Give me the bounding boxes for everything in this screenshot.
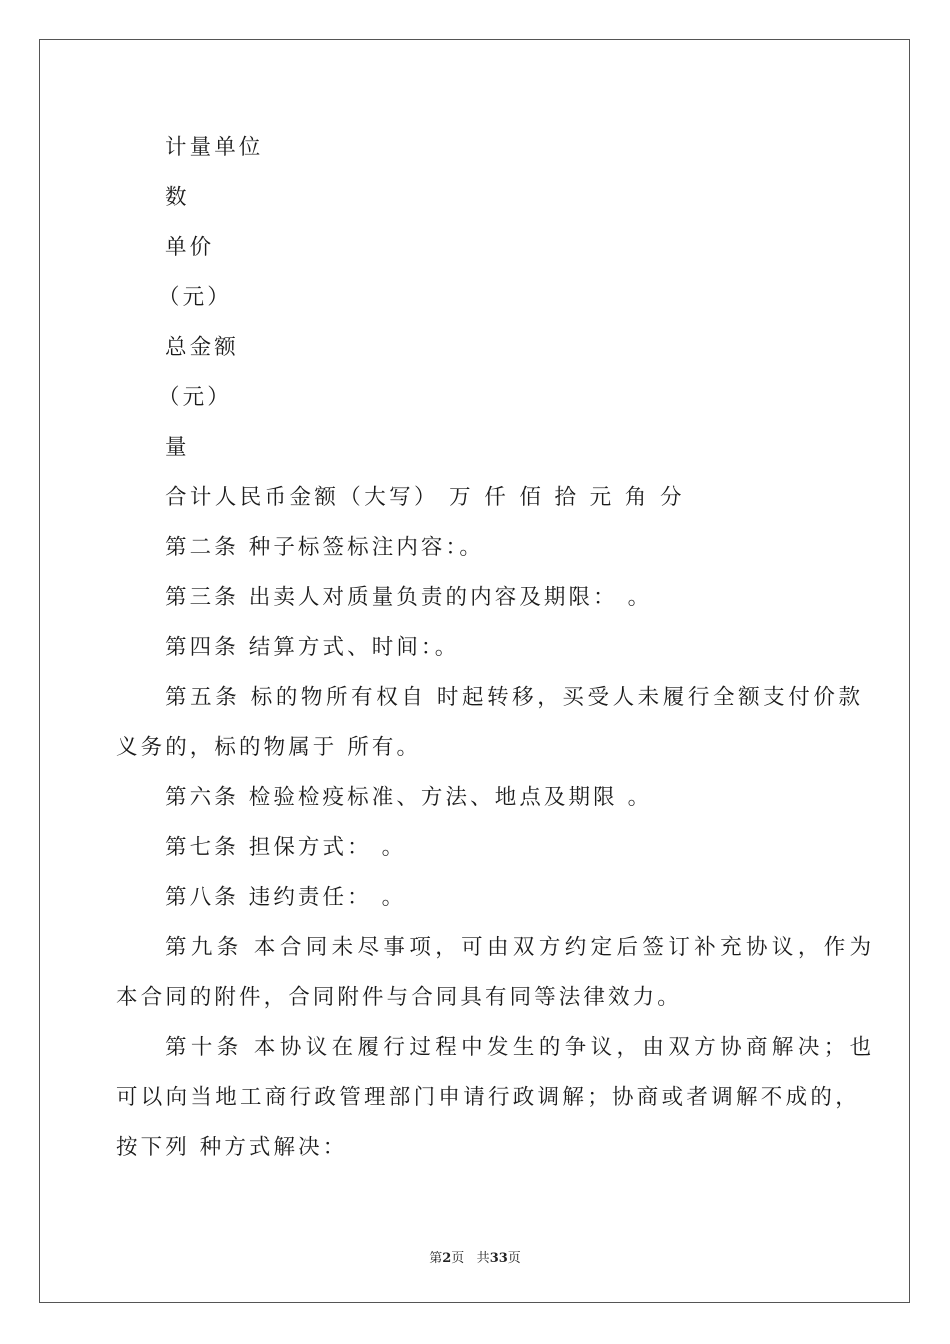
article-5-line-2: 义务的，标的物属于 所有。 bbox=[116, 735, 422, 760]
article-6: 第六条 检验检疫标准、方法、地点及期限 。 bbox=[165, 785, 653, 810]
page-footer bbox=[0, 1247, 950, 1266]
footer-total-prefix: 共 bbox=[476, 1251, 490, 1266]
text-line-quantity-2: 量 bbox=[165, 435, 190, 460]
article-2: 第二条 种子标签标注内容：。 bbox=[165, 535, 484, 560]
article-10-line-2: 可以向当地工商行政管理部门申请行政调解；协商或者调解不成的， bbox=[116, 1085, 861, 1110]
article-10-line-3: 按下列 种方式解决： bbox=[116, 1135, 348, 1160]
page-border bbox=[39, 39, 910, 1303]
text-line-total-amount: 总金额 bbox=[165, 335, 239, 360]
text-line-total-rmb: 合计人民币金额（大写） 万 仟 佰 拾 元 角 分 bbox=[165, 485, 685, 510]
text-line-yuan-2: （元） bbox=[158, 385, 232, 410]
footer-page-prefix: 第 bbox=[429, 1251, 443, 1266]
article-9-line-2: 本合同的附件，合同附件与合同具有同等法律效力。 bbox=[116, 985, 682, 1010]
footer-total-pages: 33 bbox=[489, 1251, 508, 1266]
article-10-line-1: 第十条 本协议在履行过程中发生的争议，由双方协商解决；也 bbox=[165, 1035, 876, 1060]
article-3: 第三条 出卖人对质量负责的内容及期限： 。 bbox=[165, 585, 653, 610]
text-line-yuan-1: （元） bbox=[158, 285, 232, 310]
article-8: 第八条 违约责任： 。 bbox=[165, 885, 407, 910]
text-line-quantity-1: 数 bbox=[165, 185, 190, 210]
footer-total-suffix: 页 bbox=[507, 1251, 521, 1266]
article-4: 第四条 结算方式、时间：。 bbox=[165, 635, 460, 660]
text-line-unit-price: 单价 bbox=[165, 235, 215, 260]
footer-page-number: 2 bbox=[442, 1251, 452, 1266]
article-9-line-1: 第九条 本合同未尽事项，可由双方约定后签订补充协议，作为 bbox=[165, 935, 876, 960]
article-5-line-1: 第五条 标的物所有权自 时起转移，买受人未履行全额支付价款 bbox=[165, 685, 864, 710]
footer-page-suffix: 页 bbox=[451, 1251, 465, 1266]
article-7: 第七条 担保方式： 。 bbox=[165, 835, 407, 860]
text-line-measure-unit: 计量单位 bbox=[165, 135, 264, 160]
